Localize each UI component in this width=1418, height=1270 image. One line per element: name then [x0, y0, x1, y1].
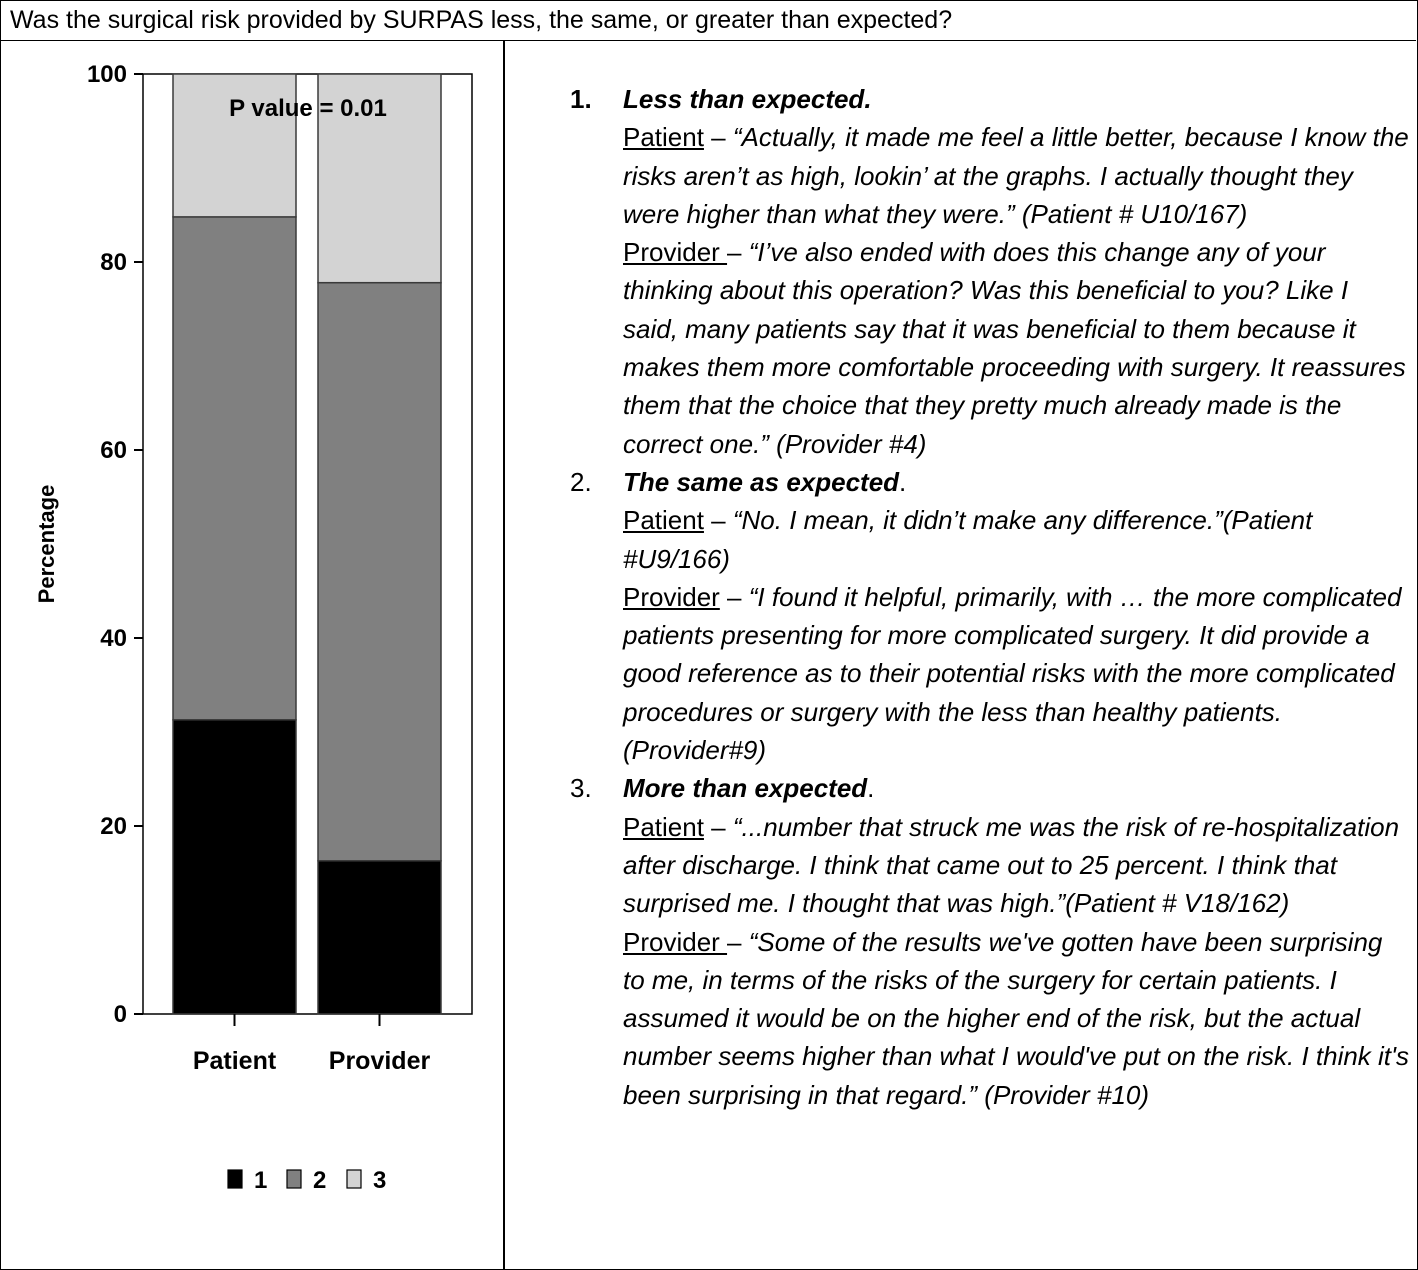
bar-segment-1	[173, 720, 296, 1014]
speaker-label: Patient	[623, 505, 704, 536]
y-tick-label: 20	[100, 813, 127, 840]
item-heading	[623, 463, 1410, 501]
speaker-dash: –	[703, 122, 733, 153]
item-body	[623, 80, 1410, 463]
y-tick-label: 0	[113, 1001, 127, 1028]
item-title: Less than expected	[623, 84, 865, 114]
item-title-end: .	[864, 84, 872, 114]
chart-cell	[0, 41, 503, 1269]
speaker-label: Patient	[623, 811, 704, 842]
item-title: The same as expected	[623, 466, 900, 497]
item-number: 1.	[570, 84, 592, 114]
item-title-end: .	[867, 773, 875, 804]
y-axis-label: Percentage	[34, 484, 59, 604]
legend-label-3: 3	[373, 1167, 387, 1194]
column-divider	[503, 41, 505, 1270]
quote-entry	[623, 923, 1410, 1114]
y-tick-label: 40	[100, 625, 127, 652]
item-title: More than expected	[623, 773, 868, 804]
x-tick-label: Patient	[192, 1047, 277, 1075]
item-number: 3.	[570, 773, 592, 804]
speaker-label: Provider	[623, 237, 728, 268]
speaker-label: Provider	[623, 926, 728, 957]
speaker-dash: –	[727, 237, 749, 268]
quote-entry	[623, 118, 1410, 233]
y-tick-label: 60	[100, 437, 127, 464]
bar-segment-1	[318, 861, 441, 1014]
p-value-annotation: P value = 0.01	[229, 95, 387, 122]
item-heading	[623, 769, 1410, 807]
item-body	[623, 463, 1410, 769]
question-header	[0, 0, 1416, 41]
bar-segment-2	[173, 217, 296, 720]
legend-swatch-2	[287, 1170, 301, 1188]
y-tick-label: 80	[100, 249, 127, 276]
speaker-dash: –	[719, 581, 749, 612]
quote-text: “No. I mean, it didn’t make any difference.”(Patient #U9/166)	[623, 505, 1313, 574]
legend-label-1: 1	[254, 1167, 268, 1194]
quote-text: “Some of the results we've gotten have been surprising to me, in terms of the risks of the surgery for certain patients. I assumed it would be on the higher end of the risk, but the actual number seems higher than what I would've put on the risk. I think it's been surprising in that regard.” (Provider #10)	[623, 926, 1409, 1110]
item-body	[623, 769, 1410, 1114]
stacked-bar-chart	[0, 41, 503, 1269]
quote-item	[565, 80, 1410, 463]
quote-entry	[623, 808, 1410, 923]
item-number: 2.	[570, 466, 592, 497]
quote-item	[565, 463, 1410, 769]
speaker-label: Patient	[623, 122, 704, 153]
question-text: Was the surgical risk provided by SURPAS less, the same, or greater than expected?	[10, 6, 953, 34]
legend-label-2: 2	[313, 1167, 327, 1194]
quote-text: “...number that struck me was the risk of re-hospitalization after discharge. I think that came out to 25 percent. I think that surprised me. I thought that was high.”(Patient # V18/162)	[623, 811, 1400, 919]
quotes-list	[565, 80, 1410, 1114]
speaker-dash: –	[727, 926, 749, 957]
legend-swatch-1	[228, 1170, 242, 1188]
quote-item	[565, 769, 1410, 1114]
speaker-label: Provider	[623, 581, 720, 612]
bar-segment-2	[318, 283, 441, 861]
item-heading	[623, 80, 1410, 118]
legend-swatch-3	[347, 1170, 361, 1188]
quote-entry	[623, 233, 1410, 463]
quote-text: “I’ve also ended with does this change any of your thinking about this operation? Was this beneficial to you? Like I said, many patients say that it was beneficial to them because it makes them more comfortable proceeding with surgery. It reassures them that the choice that they pretty much already made is the correct one.” (Provider #4)	[623, 237, 1406, 459]
quote-text: “I found it helpful, primarily, with … the more complicated patients presenting for more complicated surgery. It did provide a good reference as to their potential risks with the more complicated procedures or surgery with the less than healthy patients.(Provider#9)	[623, 581, 1402, 766]
speaker-dash: –	[703, 811, 733, 842]
quote-entry	[623, 578, 1410, 769]
speaker-dash: –	[703, 505, 733, 536]
y-tick-label: 100	[86, 61, 127, 88]
x-tick-label: Provider	[328, 1047, 431, 1075]
quote-text: “Actually, it made me feel a little better, because I know the risks aren’t as high, lookin’ at the graphs. I actually thought they were higher than what they were.” (Patient # U10/167)	[623, 122, 1409, 229]
quote-entry	[623, 501, 1410, 578]
item-title-end: .	[899, 466, 907, 497]
